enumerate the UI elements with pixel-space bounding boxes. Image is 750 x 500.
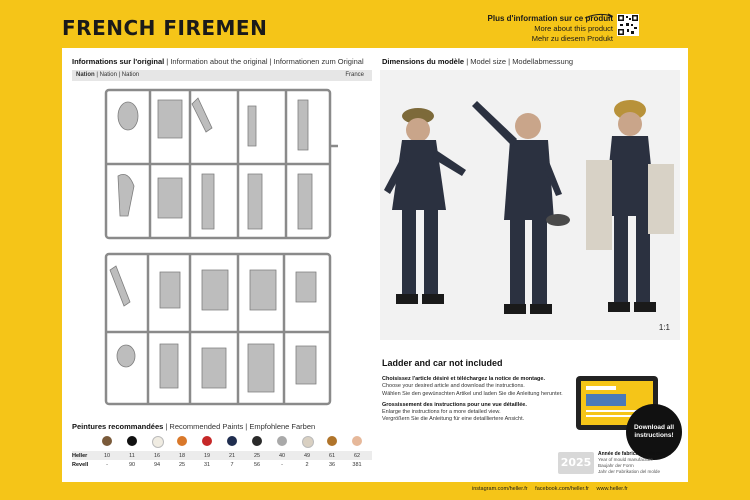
nation-value: France: [345, 72, 364, 78]
paint-swatch: [327, 436, 337, 446]
paint-swatch: [202, 436, 212, 446]
ladder-note: Ladder and car not included: [382, 358, 503, 368]
content-card: [62, 48, 688, 482]
more-info-fr: Plus d'information sur ce produit: [487, 14, 613, 23]
heller-code: 25: [253, 453, 261, 459]
paint-swatch: [352, 436, 362, 446]
instr-p1-fr: Choisissez l'article désiré et téléchargez la notice de montage.: [382, 376, 546, 382]
social-footer: [472, 486, 634, 492]
heller-code: 10: [103, 453, 111, 459]
arrow-icon: [584, 12, 614, 20]
revell-code: -: [281, 462, 283, 468]
heller-code: 61: [328, 453, 336, 459]
download-instructions-badge[interactable]: Download all instructions!: [626, 404, 682, 460]
instr-p1-en: Choose your desired article and download the instructions.: [382, 383, 525, 390]
heller-row-label: Heller: [72, 453, 88, 459]
heller-code: 62: [353, 453, 361, 459]
figures-photo: [380, 70, 680, 340]
product-title: FRENCH FIREMEN: [62, 16, 268, 40]
mould-year-text: Année de fabrication du moule Year of mould manufacture Baujahr der Form Jahr der Fabrikation del molde: [598, 451, 672, 474]
revell-code: 94: [153, 462, 161, 468]
mould-year-badge: 2025: [558, 452, 594, 474]
original-heading: Informations sur l'original | Information about the original | Informationen zum Original: [72, 57, 364, 66]
paint-swatch: [102, 436, 112, 446]
heller-code: 19: [203, 453, 211, 459]
revell-code: -: [106, 462, 108, 468]
revell-code: 31: [203, 462, 211, 468]
scale-label: 1:1: [658, 323, 670, 332]
revell-code: 381: [352, 462, 362, 468]
revell-code: 25: [178, 462, 186, 468]
paint-swatch: [252, 436, 262, 446]
more-info-de: Mehr zu diesem Produkt: [531, 34, 613, 43]
instr-p1-de: Wählen Sie den gewünschten Artikel und laden Sie die Anleitung herunter.: [382, 390, 563, 397]
revell-code: 7: [230, 462, 234, 468]
revell-code: 56: [253, 462, 261, 468]
website-link[interactable]: www.heller.fr: [596, 486, 628, 492]
instr-p2-fr: Grossissement des instructions pour une vue détaillée.: [382, 401, 527, 408]
heller-code: 11: [129, 453, 135, 459]
heller-code: 21: [228, 453, 236, 459]
heller-code: 40: [278, 453, 286, 459]
revell-code: 90: [128, 462, 136, 468]
paint-swatch: [127, 436, 137, 446]
paint-swatch: [277, 436, 287, 446]
model-heading: Dimensions du modèle | Model size | Modellabmessung: [382, 57, 574, 66]
instr-p2-en: Enlarge the instructions for a more detailed view.: [382, 409, 501, 416]
nation-label: Nation | Nation | Nation: [76, 72, 140, 78]
paint-swatch: [177, 436, 187, 446]
facebook-link[interactable]: facebook.com/heller.fr: [535, 486, 589, 492]
more-info-en: More about this product: [534, 24, 613, 33]
revell-code: 36: [328, 462, 336, 468]
nation-row: [72, 70, 372, 81]
qr-code-icon[interactable]: [617, 14, 639, 36]
firemen-figures-illustration: [380, 70, 680, 340]
paint-swatch: [152, 436, 164, 448]
paint-swatch: [302, 436, 314, 448]
revell-row-label: Revell: [72, 462, 89, 468]
sprue-image: [98, 86, 338, 416]
heller-code: 16: [153, 453, 161, 459]
instructions-text: [382, 376, 592, 428]
paint-swatch: [227, 436, 237, 446]
revell-code: 2: [305, 462, 309, 468]
paints-heading: Peintures recommandées | Recommended Paints | Empfohlene Farben: [72, 422, 316, 431]
instagram-link[interactable]: instagram.com/heller.fr: [472, 486, 528, 492]
heller-code: 49: [303, 453, 311, 459]
instr-p2-de: Vergrößern Sie die Anleitung für eine detailliertere Ansicht.: [382, 416, 525, 423]
heller-code: 18: [178, 453, 186, 459]
